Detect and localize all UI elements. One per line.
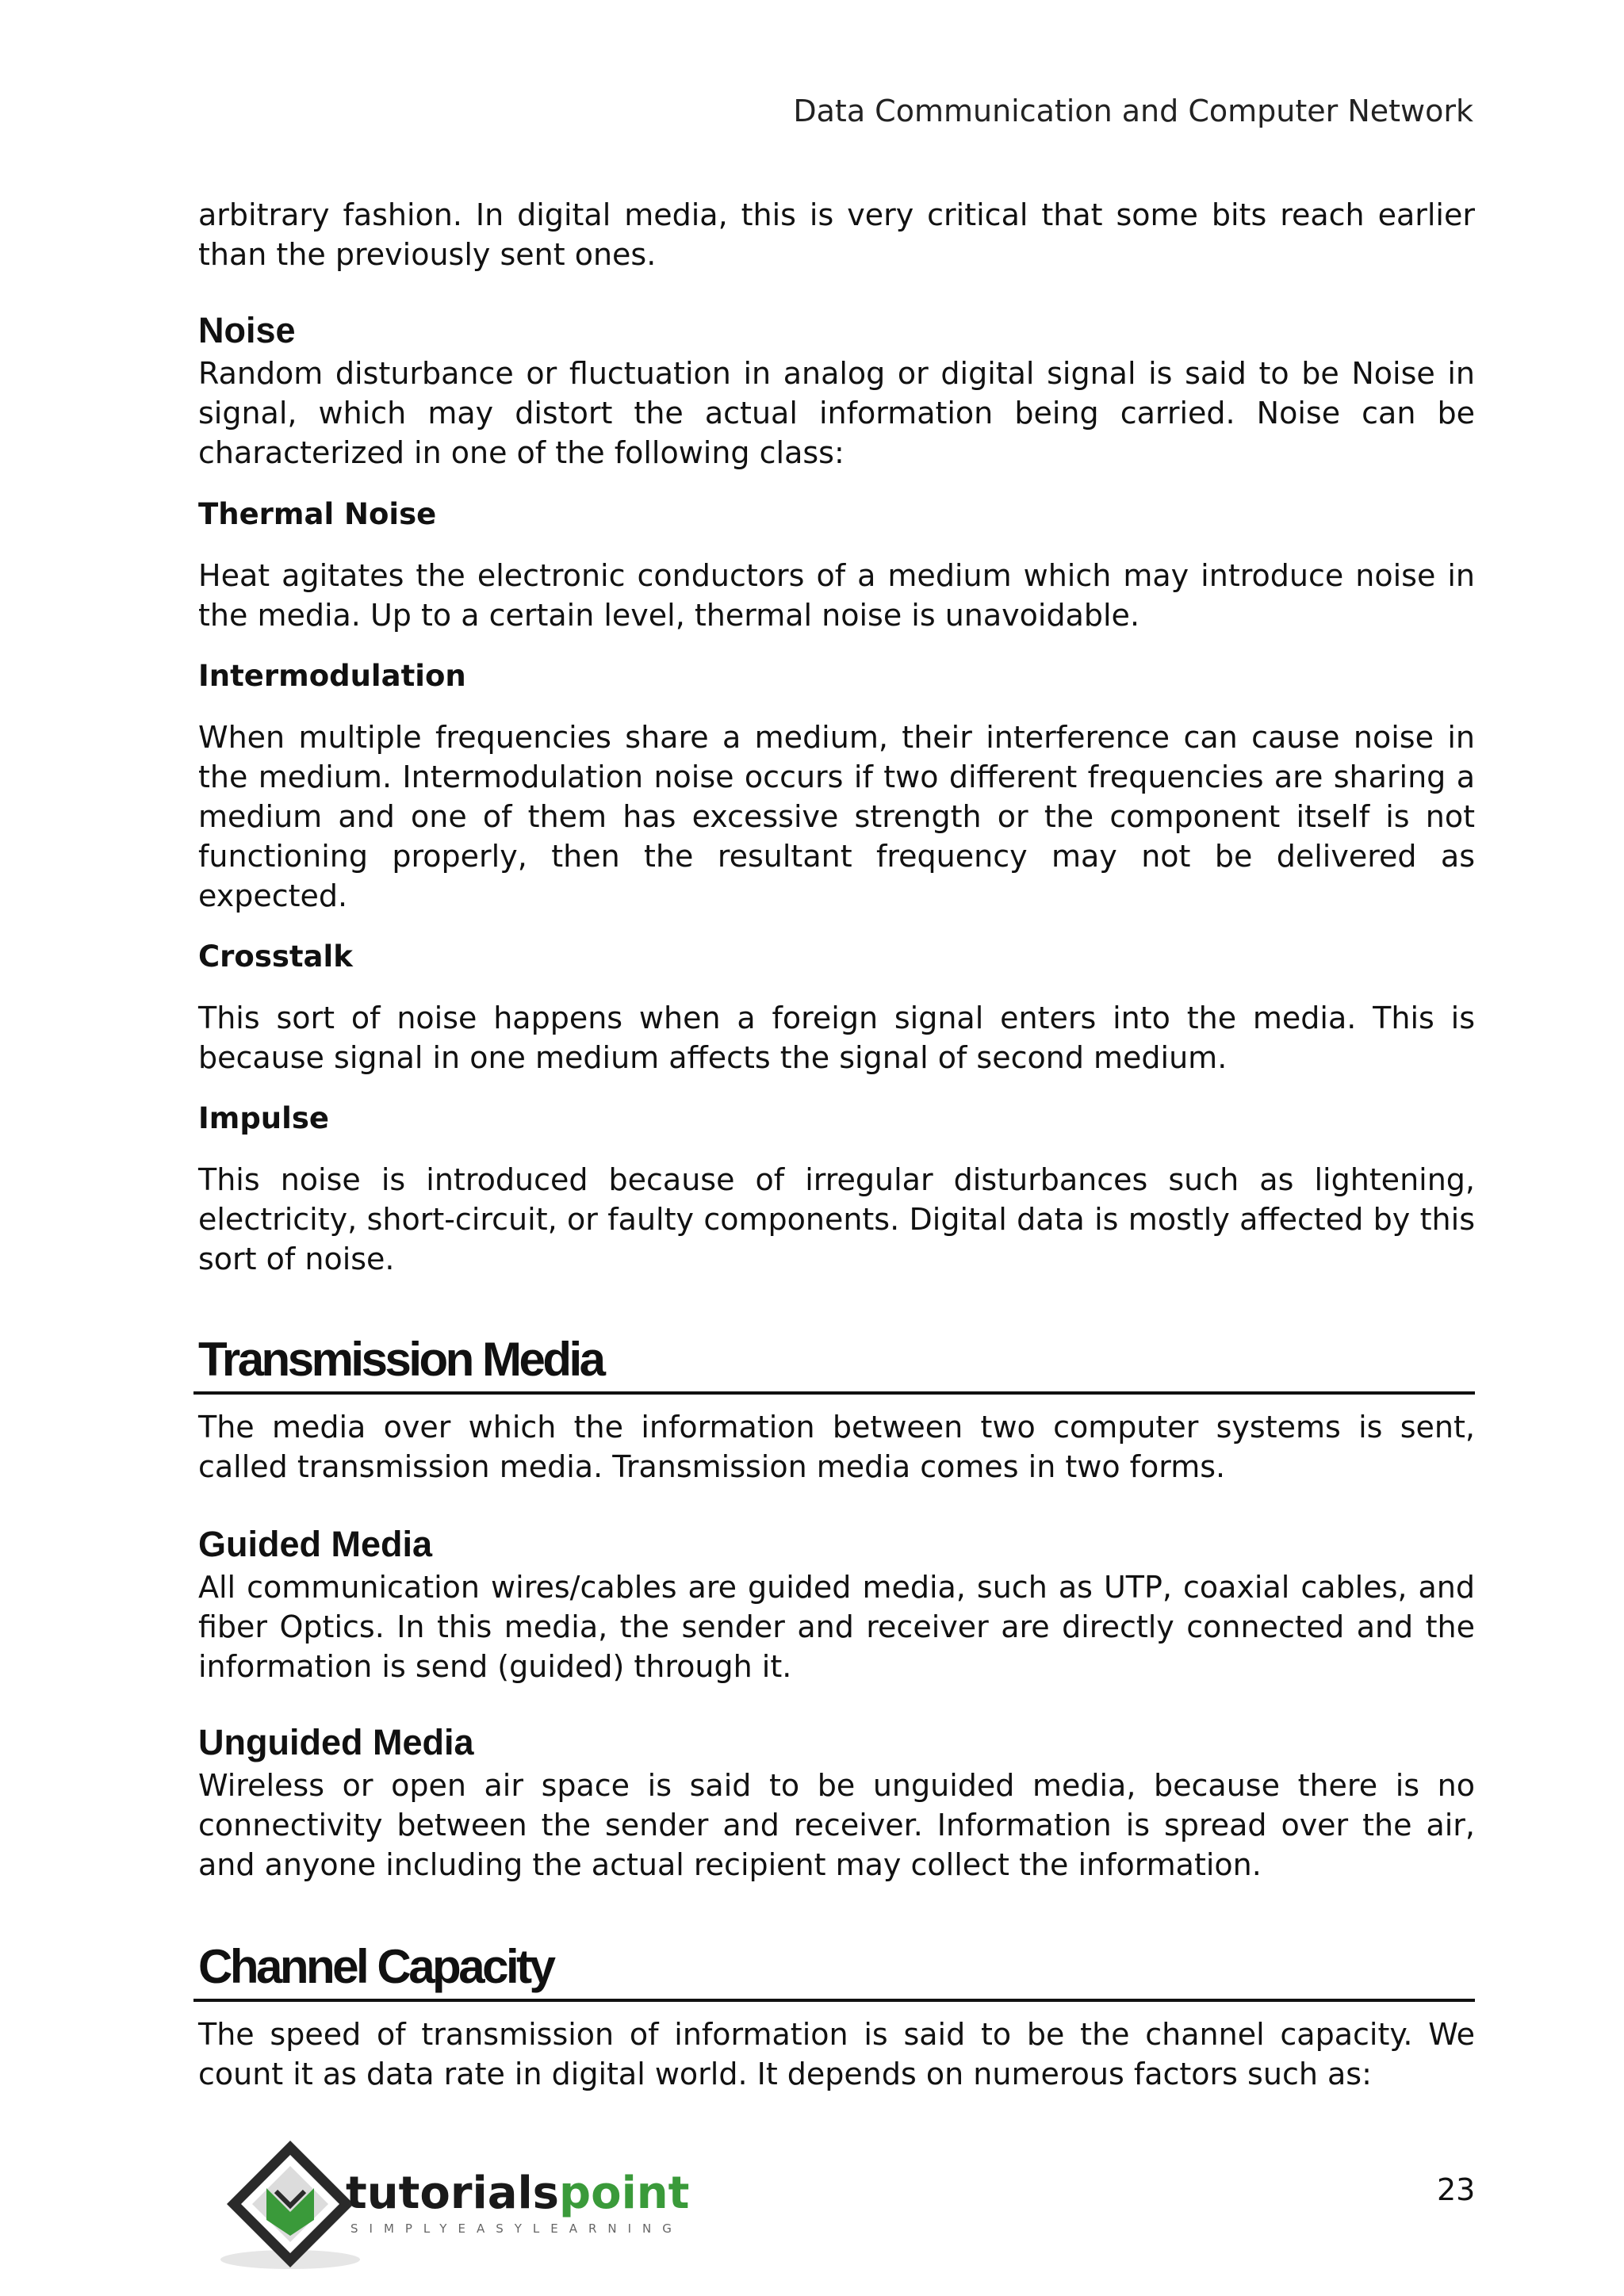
channel-capacity-heading: Channel Capacity — [193, 1937, 1475, 2002]
page-number: 23 — [1437, 2172, 1476, 2207]
impulse-heading: Impulse — [198, 1101, 329, 1135]
thermal-noise-paragraph: Heat agitates the electronic conductors of a medium which may introduce noise in the media. Up to a certain level, thermal noise is unavoidable. — [198, 558, 1475, 633]
channel-capacity-paragraph: The speed of transmission of information is said to be the channel capacity. We count it as data rate in digital world. It depends on numerous factors such as: — [198, 2017, 1475, 2091]
noise-heading: Noise — [198, 310, 296, 350]
transmission-media-heading: Transmission Media — [193, 1330, 1475, 1395]
guided-media-paragraph: All communication wires/cables are guided media, such as UTP, coaxial cables, and fiber Optics. In this media, the sender and receiver are directly connected and the information is send (guided) through it. — [198, 1570, 1475, 1684]
impulse-paragraph: This noise is introduced because of irregular disturbances such as lightening, electricity, short-circuit, or faulty components. Digital data is mostly affected by this sort of noise. — [198, 1162, 1475, 1276]
crosstalk-heading: Crosstalk — [198, 939, 353, 974]
noise-paragraph: Random disturbance or fluctuation in analog or digital signal is said to be Noise in signal, which may distort the actual information being carried. Noise can be characterized in one of the following class: — [198, 356, 1475, 470]
crosstalk-paragraph: This sort of noise happens when a foreign signal enters into the media. This is because signal in one medium affects the signal of second medium. — [198, 1001, 1475, 1075]
guided-media-heading: Guided Media — [198, 1524, 433, 1564]
thermal-noise-heading: Thermal Noise — [198, 497, 437, 531]
intermodulation-paragraph: When multiple frequencies share a medium, their interference can cause noise in the medium. Intermodulation noise occurs if two different frequencies are sharing a medium and one of them has excessive strength or the component itself is not functioning properly, then the resultant frequency may not be delivered as expected. — [198, 720, 1475, 913]
tutorialspoint-logo — [203, 2133, 726, 2275]
intro-paragraph: arbitrary fashion. In digital media, this is very critical that some bits reach earlier than the previously sent ones. — [198, 197, 1475, 272]
intermodulation-heading: Intermodulation — [198, 659, 466, 693]
unguided-media-paragraph: Wireless or open air space is said to be unguided media, because there is no connectivity between the sender and receiver. Information is spread over the air, and anyone including the actual recipient may collect the information. — [198, 1768, 1475, 1882]
transmission-media-paragraph: The media over which the information between two computer systems is sent, called transmission media. Transmission media comes in two forms. — [198, 1410, 1475, 1484]
page-content — [198, 195, 1475, 2094]
unguided-media-heading: Unguided Media — [198, 1722, 474, 1762]
logo-tagline: SIMPLYEASYLEARNING — [350, 2221, 683, 2236]
tutorialspoint-logo-graphic — [203, 2133, 726, 2275]
running-header: Data Communication and Computer Network — [793, 94, 1473, 128]
logo-wordmark: tutorialspoint — [346, 2168, 690, 2219]
